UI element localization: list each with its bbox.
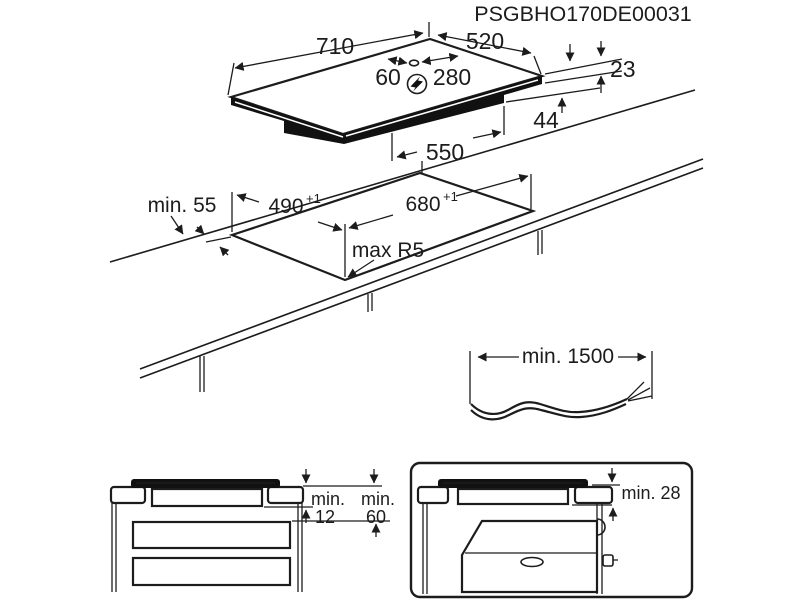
hob-casing-profile [152,489,262,506]
worktop-right-piece-2 [575,487,612,503]
dim-casing-width: 550 [425,139,465,165]
drawer-clearance-2-value: 60 [365,507,387,527]
hob-isometric-view [228,22,636,176]
oven-side-bump [597,519,605,535]
product-code: PSGBHO170DE00031 [474,2,692,26]
cutout-opening [232,173,533,280]
oven-clearance-value: min. 28 [621,483,681,503]
dim-cutout-depth-tol: +1 [306,191,321,206]
dim-install-depth: 44 [533,107,559,133]
dim-corner-radius: max R5 [351,239,425,262]
dim-depth-label: 520 [465,28,505,54]
drawer-clearance-1-value: 12 [314,507,336,527]
oven-handle [521,558,543,567]
worktop-left-piece-2 [418,487,448,503]
hob-casing-profile-2 [458,489,568,504]
dim-height-above: 23 [610,56,636,82]
dim-width-label: 710 [315,33,355,59]
dim-cutout-width-tol: +1 [443,189,458,204]
worktop-left-piece [111,487,145,503]
oven-side-knob [603,555,613,566]
drawer-clearance-2-label: min. [360,489,396,509]
dim-cutout-depth: 490 [268,195,304,218]
mains-connector [410,60,419,66]
power-cable-figure [470,345,652,419]
dim-cable-length: min. 1500 [521,345,615,368]
dim-cutout-width: 680 [405,193,441,216]
dim-side-clearance: min. 55 [147,194,217,217]
dim-connector-left: 60 [375,64,401,90]
drawer-1 [133,522,290,548]
oven-body [462,521,597,592]
drawer-clearance-figure [111,469,395,592]
oven-clearance-figure [411,463,692,597]
cable-wire-strands [627,382,652,401]
drawer-clearance-1-label: min. [310,489,346,509]
worktop-right-piece [268,487,303,503]
drawer-2 [133,558,290,585]
dim-connector-right: 280 [432,64,472,90]
